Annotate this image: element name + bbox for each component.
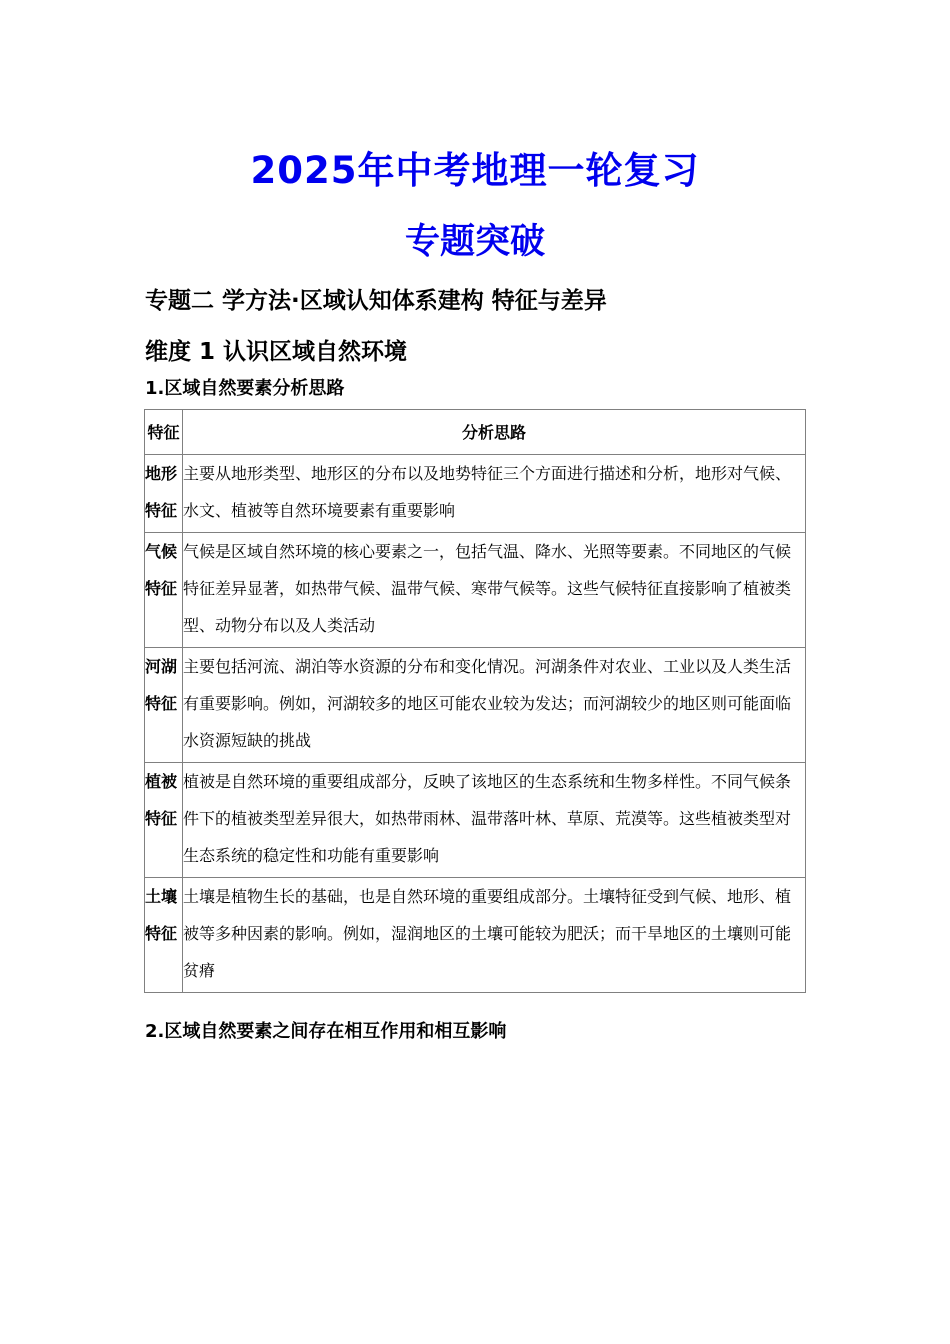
dimension-heading: 维度 1 认识区域自然环境 — [145, 339, 408, 365]
column-header-feature: 特征 — [145, 410, 183, 455]
document-subtitle: 专题突破 — [404, 222, 545, 262]
feature-cell: 地形特征 — [145, 455, 183, 533]
analysis-cell: 主要包括河流、湖泊等水资源的分布和变化情况。河湖条件对农业、工业以及人类生活有重要影响。例如，河湖较多的地区可能农业较为发达；而河湖较少的地区则可能面临水资源短缺的挑战 — [183, 648, 806, 763]
table-row — [145, 648, 806, 763]
feature-cell: 河湖特征 — [145, 648, 183, 763]
analysis-table — [144, 409, 806, 993]
section-1-heading: 1.区域自然要素分析思路 — [145, 378, 345, 399]
column-header-analysis: 分析思路 — [183, 410, 806, 455]
topic-heading: 专题二 学方法·区域认知体系建构 特征与差异 — [145, 288, 607, 314]
document-title: 2025年中考地理一轮复习 — [250, 149, 700, 192]
feature-cell: 植被特征 — [145, 763, 183, 878]
section-2-heading: 2.区域自然要素之间存在相互作用和相互影响 — [145, 1021, 507, 1042]
feature-cell: 土壤特征 — [145, 878, 183, 993]
analysis-cell: 土壤是植物生长的基础，也是自然环境的重要组成部分。土壤特征受到气候、地形、植被等多种因素的影响。例如，湿润地区的土壤可能较为肥沃；而干旱地区的土壤则可能贫瘠 — [183, 878, 806, 993]
analysis-cell: 主要从地形类型、地形区的分布以及地势特征三个方面进行描述和分析，地形对气候、水文、植被等自然环境要素有重要影响 — [183, 455, 806, 533]
table-row — [145, 533, 806, 648]
analysis-cell: 气候是区域自然环境的核心要素之一，包括气温、降水、光照等要素。不同地区的气候特征差异显著，如热带气候、温带气候、寒带气候等。这些气候特征直接影响了植被类型、动物分布以及人类活动 — [183, 533, 806, 648]
table-header-row — [145, 410, 806, 455]
table-row — [145, 763, 806, 878]
feature-cell: 气候特征 — [145, 533, 183, 648]
table-row — [145, 878, 806, 993]
analysis-cell: 植被是自然环境的重要组成部分，反映了该地区的生态系统和生物多样性。不同气候条件下的植被类型差异很大，如热带雨林、温带落叶林、草原、荒漠等。这些植被类型对生态系统的稳定性和功能有重要影响 — [183, 763, 806, 878]
table-row — [145, 455, 806, 533]
